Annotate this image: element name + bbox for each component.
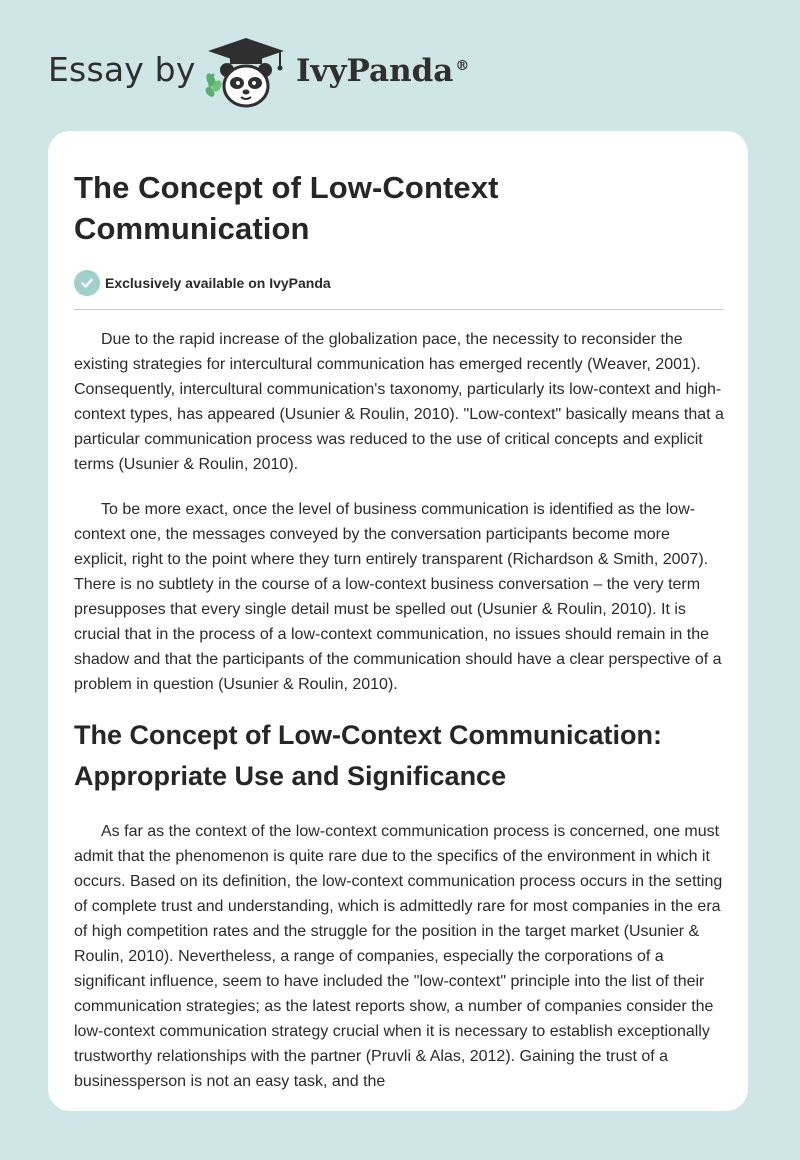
divider bbox=[74, 309, 724, 310]
check-mark-icon bbox=[80, 276, 94, 290]
registered-mark: ® bbox=[455, 57, 470, 74]
brand-name-text: IvyPanda bbox=[296, 53, 454, 89]
article-title: The Concept of Low-Context Communication bbox=[74, 170, 499, 246]
panda-graduation-cap-icon[interactable] bbox=[200, 34, 292, 110]
section-heading: The Concept of Low-Context Communication: Appropriate Use and Significance bbox=[74, 720, 662, 791]
body-paragraph-2: To be more exact, once the level of business communication is identified as the low-context one, the messages conveyed by the conversation participants become more explicit, right to the point where they turn entirely transparent (Richardson & Smith, 2007). There is no subtlety in the course of a low-context business conversation – the very term presupposes that every single detail must be spelled out (Usunier & Roulin, 2010). It is crucial that in the process of a low-context communication, no issues should remain in the shadow and that the participants of the communication should have a clear perspective of a problem in question (Usunier & Roulin, 2010). bbox=[74, 501, 722, 693]
body-paragraph-1: Due to the rapid increase of the globalization pace, the necessity to reconsider the existing strategies for intercultural communication has emerged recently (Weaver, 2001). Consequently, intercultural communication's taxonomy, particularly its low-context and high-context types, has appeared (Usunier & Roulin, 2010). "Low-context" basically means that a particular communication process was reduced to the use of critical concepts and explicit terms (Usunier & Roulin, 2010). bbox=[74, 331, 724, 473]
badge-text: Exclusively available on IvyPanda bbox=[105, 275, 331, 291]
section-paragraph-1: As far as the context of the low-context communication process is concerned, one must admit that the phenomenon is quite rare due to the specifics of the environment in which it occurs. Based on its definition, the low-context communication process occurs in the setting of complete trust and understanding, which is admittedly rare for most companies in the era of high competition rates and the struggle for the position in the target market (Usunier & Roulin, 2010). Nevertheless, a range of companies, especially the corporations of a significant influence, seem to have included the "low-context" principle into the list of their communication strategies; as the latest reports show, a number of companies consider the low-context communication strategy crucial when it is necessary to establish exceptionally trustworthy relationships with the partner (Pruvli & Alas, 2012). Gaining the trust of a businessperson is not an easy task, and the bbox=[74, 823, 723, 1090]
check-circle-icon bbox=[74, 270, 100, 296]
brand-name[interactable] bbox=[296, 53, 469, 89]
site-header bbox=[0, 0, 800, 120]
exclusive-badge bbox=[74, 269, 724, 297]
article-content bbox=[74, 131, 724, 1094]
article-card bbox=[48, 131, 748, 1111]
brand-prefix: Essay by bbox=[48, 50, 196, 89]
